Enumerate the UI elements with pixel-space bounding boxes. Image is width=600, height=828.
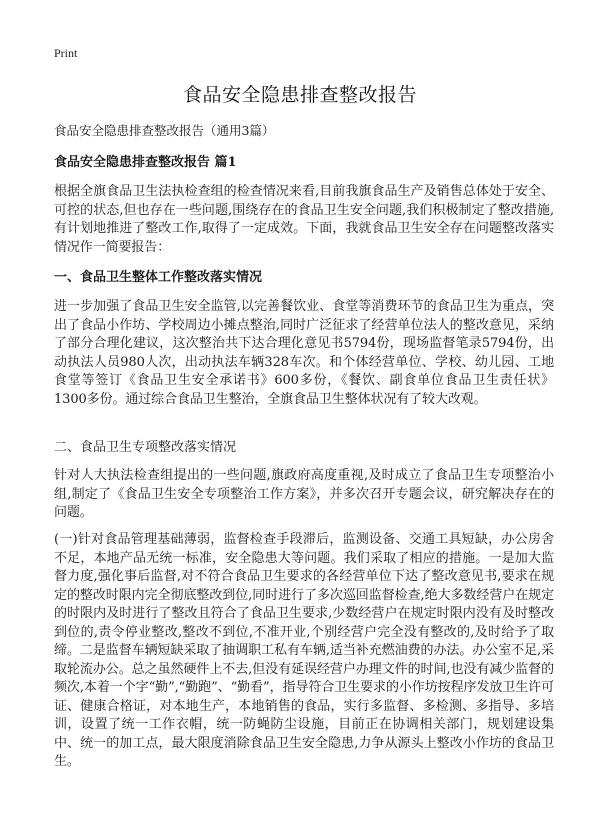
heading-special-rectification: 二、食品卫生专项整改落实情况 xyxy=(54,440,237,455)
page-title: 食品安全隐患排查整改报告 xyxy=(182,84,417,106)
document-subtitle: 食品安全隐患排查整改报告（通用3篇） xyxy=(54,123,275,138)
heading-overall-work: 一、食品卫生整体工作整改落实情况 xyxy=(54,270,263,285)
paragraph-special-rectification: 针对人大执法检查组提出的一些问题,旗政府高度重视,及时成立了食品卫生专项整治小组,制定了《食品卫生安全专项整治工作方案》，并多次召开专题会议，研究解决存在的问题。 xyxy=(54,468,554,520)
paragraph-intro: 根据全旗食品卫生法执检查组的检查情况来看,目前我旗食品生产及销售总体处于安全、可控的状态,但也存在一些问题,围绕存在的食品卫生安全问题,我们积极制定了整改措施,有计划地推进了整改工作,取得了一定成效。下面，我就食品卫生安全存在问题整改落实情况作一简要报告： xyxy=(54,184,554,255)
paragraph-overall-work: 进一步加强了食品卫生安全监管,以完善餐饮业、食堂等消费环节的食品卫生为重点，突出了食品小作坊、学校周边小摊点整治,同时广泛征求了经营单位法人的整改意见，采纳了部分合理化建议，这次整治共下达合理化意见书5794份，现场监督笔录5794份，出动执法人员980人次，出动执法车辆328车次。和个体经营单位、学校、幼儿园、工地食堂等签订《食品卫生安全承诺书》600多份，《餐饮、副食单位食品卫生责任状》1300多份。通过综合食品卫生整治，全旗食品卫生整体状况有了较大改观。 xyxy=(54,299,554,407)
print-link[interactable]: Print xyxy=(54,46,78,60)
paragraph-measures: (一)针对食品管理基础薄弱，监督检查手段滞后，监测设备、交通工具短缺，办公房舍不足，本地产品无统一标准，安全隐患大等问题。我们采取了相应的措施。一是加大监督力度,强化事后监督,对不符合食品卫生要求的各经营单位下达了整改意见书,要求在规定的整改时限内完全彻底整改到位,同时进行了多次巡回监督检查,绝大多数经营户在规定的时限内及时进行了整改且符合了食品卫生要求,少数经营户在规定时限内没有及时整改到位的,责令停业整改,整改不到位,不准开业,个别经营户完全没有整改的,及时给予了取缔。二是监督车辆短缺采取了抽调职工私有车辆,适当补充燃油费的办法。办公室不足,采取轮流办公。总之虽然硬件上不去,但没有延误经营户办理文件的时间,也没有减少监督的频次,本着一个字“勤”,“勤跑”、“勤看”，指导符合卫生要求的小作坊按程序发放卫生许可证、健康合格证，对本地生产，本地销售的食品，实行多监督、多检测、多指导、多培训，设置了统一工作衣帽，统一防蝇防尘设施，目前正在协调相关部门，规划建设集中、统一的加工点，最大限度消除食品卫生安全隐患,力争从源头上整改小作坊的食品卫生。 xyxy=(54,532,554,769)
section-heading: 食品安全隐患排查整改报告 篇1 xyxy=(54,155,237,170)
